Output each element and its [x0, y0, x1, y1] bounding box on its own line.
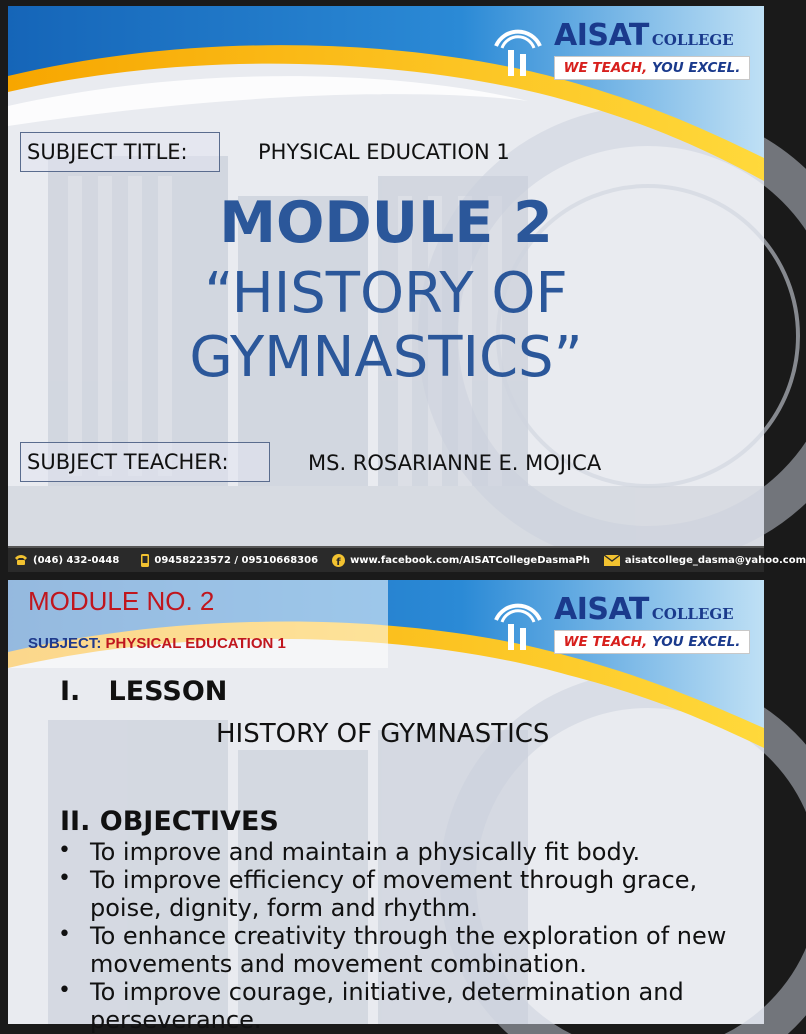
subject-key: SUBJECT: — [28, 635, 102, 652]
mobile-icon — [141, 554, 149, 567]
logo-mark-icon — [488, 590, 548, 654]
logo-college: COLLEGE — [651, 605, 734, 623]
logo-tagline — [554, 630, 750, 654]
logo-tagline — [554, 56, 750, 80]
objective-text: To improve and maintain a physically fit body. — [90, 838, 641, 866]
module-subtitle — [8, 262, 764, 390]
tagline-part2: YOU EXCEL. — [651, 634, 741, 650]
phone-icon — [14, 554, 28, 566]
subject-teacher-value: MS. ROSARIANNE E. MOJICA — [308, 451, 602, 475]
footer-mobile: 09458223572 / 09510668306 — [154, 554, 319, 566]
aisat-logo — [488, 14, 754, 84]
slide-2 — [8, 580, 764, 1034]
footer-email: aisatcollege_dasma@yahoo.com — [624, 554, 806, 566]
subject-line — [28, 635, 286, 652]
logo-mark-icon — [488, 16, 548, 80]
list-item: • To enhance creativity through the exploration of new movements and movement combination. — [58, 922, 748, 978]
list-item: • To improve and maintain a physically fit body. — [58, 838, 748, 866]
logo-name: AISAT — [554, 18, 649, 53]
module-number: MODULE NO. 2 — [28, 586, 215, 616]
module-subtitle-line2: GYMNASTICS” — [189, 325, 583, 390]
svg-text:f: f — [336, 556, 341, 568]
list-item: • To improve courage, initiative, determination and perseverance. — [58, 978, 748, 1034]
slide-1 — [8, 6, 806, 572]
logo-college: COLLEGE — [651, 31, 734, 49]
lesson-heading: I. LESSON — [60, 676, 228, 707]
list-item: • To improve efficiency of movement through grace, poise, dignity, form and rhythm. — [58, 866, 748, 922]
tagline-part2: YOU EXCEL. — [651, 60, 741, 76]
subject-teacher-label: SUBJECT TEACHER: — [20, 442, 270, 482]
module-subtitle-line1: “HISTORY OF — [204, 261, 568, 326]
lesson-title: HISTORY OF GYMNASTICS — [216, 719, 550, 749]
email-icon — [604, 555, 620, 566]
aisat-logo-2 — [488, 588, 754, 658]
module-title: MODULE 2 — [219, 190, 553, 256]
objectives-list — [58, 838, 748, 1034]
subject-title-value: PHYSICAL EDUCATION 1 — [258, 140, 510, 164]
subject-title-label: SUBJECT TITLE: — [20, 132, 220, 172]
tagline-part1: WE TEACH, — [563, 634, 648, 650]
objective-text: To improve efficiency of movement through grace, poise, dignity, form and rhythm. — [90, 866, 698, 922]
subject-value: PHYSICAL EDUCATION 1 — [105, 635, 286, 652]
objective-text: To enhance creativity through the exploration of new movements and movement combination. — [90, 922, 727, 978]
tagline-part1: WE TEACH, — [563, 60, 648, 76]
contact-footer — [8, 546, 806, 572]
objectives-heading: II. OBJECTIVES — [60, 806, 279, 837]
footer-phone: (046) 432-0448 — [33, 554, 120, 566]
facebook-icon — [332, 554, 345, 567]
logo-name: AISAT — [554, 592, 649, 627]
footer-facebook: www.facebook.com/AISATCollegeDasmaPh — [350, 554, 590, 566]
objective-text: To improve courage, initiative, determination and perseverance. — [90, 978, 684, 1034]
